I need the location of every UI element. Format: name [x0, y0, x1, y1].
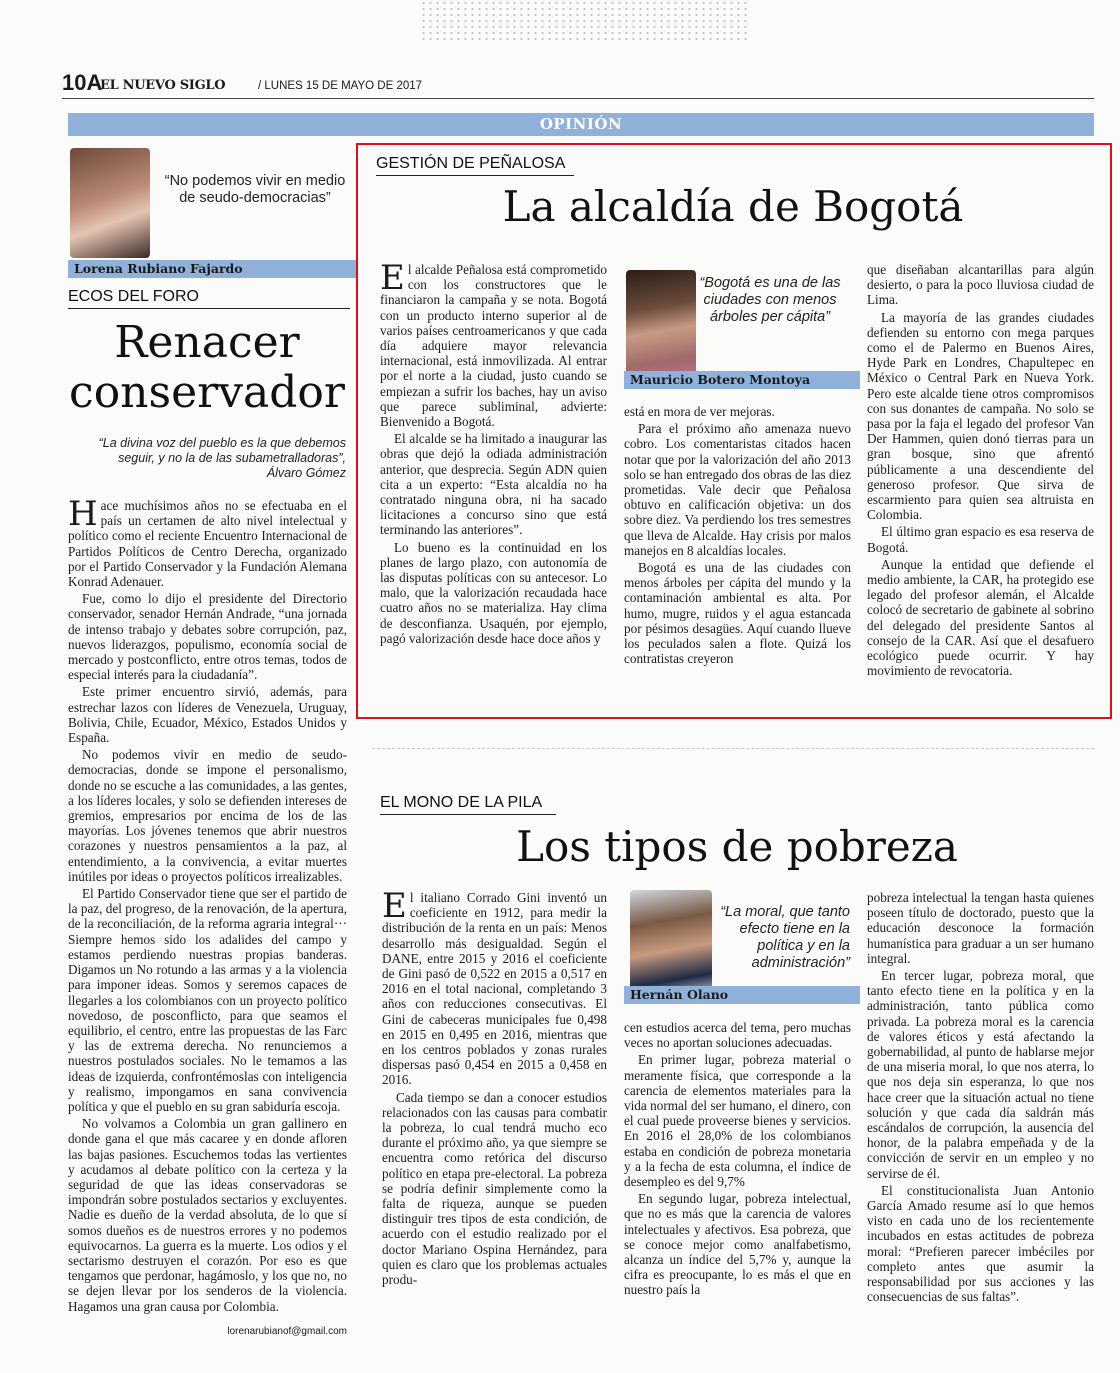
- paragraph: Cada tiempo se dan a conocer estudios relacionados con las causas para combatir la pobreza, lo cual tendrá mucho eco durante el próximo año, ya que siempre se encuentra como retórica del discurso político en etapa pre-electoral. La pobreza se podría definir simplemente como la falta de riqueza, aunque se pueden distinguir tres tipos de esta condición, de acuerdo con el estudio realizado por el doctor Mariano Ospina Hernández, para quien es claro que los problemas actuales produ-: [382, 1089, 607, 1288]
- paragraph: El Partido Conservador tiene que ser el partido de la paz, del progreso, de la renovación, de la apertura, de la reconciliación, de la reforma agraria integral··· Siempre hemos sido los adalides del campo y estamos perdiendo nuestras propias banderas. Digamos un No rotundo a las armas y a la violencia para imponer ideas. Somos y seremos capaces de llegarles a los colombianos con un proyecto político novedoso, de posconflicto, para que seamos el equilibrio, el centro, entre las propuestas de las Farc y las de extrema derecha. No renunciemos a nuestros postulados sociales. No le temamos a las ideas de izquierda, confrontémoslas con inteligencia y realismo, impongamos en sana convivencia política y que el pueblo en su gran sabiduría escoja.: [68, 886, 347, 1114]
- newspaper-name: EL NUEVO SIGLO: [100, 78, 226, 93]
- epigraph-left: “La divina voz del pueblo es la que debemos seguir, y no la de las subametralladoras”, Álvaro Gómez: [98, 436, 346, 480]
- headline-bogota: La alcaldía de Bogotá: [502, 182, 964, 231]
- body-bogota-col3: [867, 262, 1094, 680]
- paragraph: El alcalde se ha limitado a inaugurar las obras que dejó la odiada administración anterior, que desprecia. Según ADN quien cita a un experto: “Esta alcaldía no ha contratado ninguna obra, ni ha sacado licitaciones a concurso sino que está terminando las anteriores”.: [380, 431, 607, 538]
- headline-left: [62, 318, 352, 418]
- paragraph: En segundo lugar, pobreza intelectual, que no es más que la carencia de valores intelectuales y afectivos. Esa pobreza, que se conoce mejor como analfabetismo, alcanza un índice del 5,7% y, aunque la cifra es preocupante, lo es más el que en nuestro país la: [624, 1191, 851, 1298]
- paragraph: El constitucionalista Juan Antonio García Amado resume así lo que hemos visto en cada uno de los recientemente incubados en estas actitudes de pobreza moral: “Prefieren parecer imbéciles por completo antes que asumir la responsabilidad por sus acciones y las consecuencias de sus faltas”.: [867, 1182, 1094, 1305]
- pull-quote-left: “No podemos vivir en medio de seudo-democracias”: [164, 173, 346, 206]
- headline-pobreza: Los tipos de pobreza: [516, 822, 958, 871]
- body-bogota-col2: [624, 404, 851, 668]
- paragraph: No podemos vivir en medio de seudo-democracias, donde se impone el personalismo, donde no se escuche a las comunidades, a las gentes, a los líderes locales, y solo se defienden intereses de gremios, empresarios por encima de los de las mayorías. Los jóvenes tenemos que abrir nuestros corazones y nuestros pensamientos a la paz, al entendimiento, a la convivencia, a evitar muertes inútiles por ideas o proyectos políticos irrealizables.: [68, 747, 347, 884]
- paragraph: pobreza intelectual la tengan hasta quienes poseen título de doctorado, puesto que la educación desconoce la formación humanística para graduar a un ser humano integral.: [867, 890, 1094, 966]
- page-number: 10A: [62, 70, 103, 95]
- paragraph: que diseñaban alcantarillas para algún desierto, o para la poco lluviosa ciudad de Lima.: [867, 262, 1094, 308]
- paragraph: En primer lugar, pobreza material o meramente física, que corresponde a la carencia de elementos materiales para la vida normal del ser humano, el dinero, con el cual puede proveerse bienes y servicios. En 2016 el 28,0% de los colombianos estaba en condición de pobreza monetaria y a la fecha de esta columna, el índice de desempleo es del 9,7%: [624, 1052, 851, 1190]
- page-date: / LUNES 15 DE MAYO DE 2017: [258, 80, 423, 92]
- author-name-left: Lorena Rubiano Fajardo: [68, 260, 356, 278]
- scan-noise-dots: [420, 0, 750, 40]
- body-pobreza-col1: [382, 886, 607, 1289]
- author-email: lorenarubianof@gmail.com: [227, 1326, 347, 1337]
- kicker-left: ECOS DEL FORO: [68, 288, 350, 309]
- paragraph: Aunque la entidad que defiende el medio ambiente, la CAR, ha protegido ese legado del profesor alemán, el Alcalde colocó de secretario de gabinete al sobrino del delegado del presidente Santos al consejo de la CAR. Así que el desafuero ecológico puede ocurrir. Y hay movimiento de revocatoria.: [867, 556, 1094, 679]
- paragraph: Lo bueno es la continuidad en los planes de largo plazo, con autonomía de las disputas políticas con su antecesor. Lo malo, que la valorización recaudada hace cuatro años no se materializa. Hay clima de desconfianza. Usaquén, por ejemplo, pagó valorización desde hace doce años y: [380, 539, 607, 646]
- paragraph: Este primer encuentro sirvió, además, para estrechar lazos con líderes de Venezuela, Uruguay, Bolivia, Chile, Ecuador, México, Estados Unidos y España.: [68, 684, 347, 746]
- dropcap: H: [68, 494, 98, 534]
- paragraph: Fue, como lo dijo el presidente del Directorio conservador, senador Hernán Andrade, “una jornada de intenso trabajo y debates sobre corrupción, paz, nuevos liderazgos, populismo, economía social de mercado y postconflicto, entre otros temas, todos de especial interés para la ciudadanía”.: [68, 591, 347, 683]
- pull-quote-bogota: “Bogotá es una de las ciudades con menos árboles per cápita”: [699, 275, 841, 325]
- body-pobreza-col3: [867, 890, 1094, 1306]
- headline-left-line2: conservador: [69, 367, 345, 418]
- author-name-bogota: Mauricio Botero Montoya: [624, 371, 860, 389]
- page-header: [62, 72, 1094, 99]
- author-photo-hernan: [630, 890, 712, 998]
- dropcap: E: [382, 886, 407, 926]
- paragraph: está en mora de ver mejoras.: [624, 404, 775, 419]
- author-photo-lorena: [70, 148, 150, 258]
- paragraph: No volvamos a Colombia un gran gallinero en donde gana el que más cacaree y en donde afloren las bajas pasiones. Escuchemos todas las vertientes y acudamos al debate político con la certeza y la seguridad de que las ideas conservadoras se impondrán sobre postulados sectarios y excluyentes. Nadie es dueño de la verdad absoluta, de lo que sí somos dueños es de nuestros errores y no podemos equivocarnos. La guerra es la muerte. Los odios y el sectarismo destruyen el corazón. Por eso es que tengamos que perdonar, hagámoslo, y los que no, no se dejen llevar por los senderos de la violencia. Hagamos una gran causa por Colombia.: [68, 1116, 347, 1314]
- paragraph: El último gran espacio es esa reserva de Bogotá.: [867, 524, 1094, 555]
- body-left: [68, 494, 347, 1316]
- paragraph: El alcalde Peñalosa está comprometido con los constructores que le financiaron la campaña y se nota. Bogotá con un producto interno superior al de varios países centroamericanos y que cada día adquiere mayor relevancia internacional, está inmovilizada. Al entrar por el norte a la ciudad, justo cuando se empiezan a sufrir los baches, hay un aviso que parece subliminal, advierte: Bienvenido a Bogotá.: [380, 258, 607, 430]
- paragraph: Bogotá es una de las ciudades con menos árboles per cápita del mundo y la contaminación ambiental es alta. Por humo, mugre, ruidos y el agua estancada por pésimos desagües. Aquí cuando llueve los peculados salen a flote. Quizá los contratistas creyeron: [624, 560, 851, 667]
- pull-quote-pobreza: “La moral, que tanto efecto tiene en la política y en la administración”: [720, 904, 850, 971]
- body-pobreza-col2: [624, 1020, 851, 1300]
- headline-left-line1: Renacer: [114, 317, 300, 368]
- paragraph: cen estudios acerca del tema, pero muchas veces no aportan soluciones adecuadas.: [624, 1020, 851, 1051]
- paragraph: El italiano Corrado Gini inventó un coeficiente en 1912, para medir la distribución de la renta en un país: Menos desarrollo más desigualdad. Según el DANE, entre 2015 y 2016 el coeficiente de Gini pasó de 0,522 en 2015 a 0,517 en 2016 en el total nacional, completando 3 años con reducciones consecutivas. El Gini de cabeceras municipales fue 0,498 en 2015 en 0,495 en 2016, mientras que en los centros poblados y zonas rurales dispersas pasó 0,454 en 2015 a 0,458 en 2016.: [382, 886, 607, 1088]
- kicker-pobreza: EL MONO DE LA PILA: [380, 794, 556, 815]
- author-name-pobreza: Hernán Olano: [624, 986, 860, 1004]
- paragraph: La mayoría de las grandes ciudades defienden su entorno con mega parques como el de Palermo en Buenos Aires, Hyde Park en Londres, Chapultepec en México o Central Park en Nueva York. Pero este alcalde tiene otros compromisos con sus donantes de campaña. No solo se pasa por la faja el legado del profesor Van Der Hammen, quien donó tierras para un gran bosque, sino que afrentó públicamente a una descendiente del generoso profesor. Que sirva de escarmiento para quien sea altruista en Colombia.: [867, 309, 1094, 523]
- section-title: OPINIÓN: [68, 113, 1094, 136]
- dropcap: E: [380, 258, 405, 298]
- kicker-bogota: GESTIÓN DE PEÑALOSA: [376, 155, 574, 176]
- paragraph: Para el próximo año amenaza nuevo cobro. Los comentaristas citados hacen notar que por la valorización del año 2013 solo se han entregado dos obras de las diez prometidas. Vale decir que Peñalosa obtuvo en calificación objetiva: un dos sobre diez. Va perdiendo los tres semestres que lleva de Alcalde. Hay crisis por malos manejos en 8 alcaldías locales.: [624, 421, 851, 558]
- separator: [372, 748, 1094, 749]
- body-bogota-col1: [380, 258, 607, 648]
- paragraph: Hace muchísimos años no se efectuaba en el país un certamen de alto nivel intelectual y político como el reciente Encuentro Internacional de Partidos Políticos de Centro Derecha, organizado por el Partido Conservador y la Fundación Alemana Konrad Adenauer.: [68, 494, 347, 590]
- author-photo-mauricio: [626, 270, 696, 380]
- paragraph: En tercer lugar, pobreza moral, que tanto efecto tiene en la política y en la administración, tanto pública como privada. La pobreza moral es la carencia de valores éticos y está afectando la gobernabilidad, al punto de hablarse mejor de una miseria moral, lo que nos aterra, lo que nos deja sin esperanza, lo que nos hace creer que la situación actual no tiene solución y que cada día saldrán más escándalos de corrupción, la ausencia del honor, de la palabra empeñada y de la convicción de servir en un empleo y no servirse de él.: [867, 968, 1094, 1181]
